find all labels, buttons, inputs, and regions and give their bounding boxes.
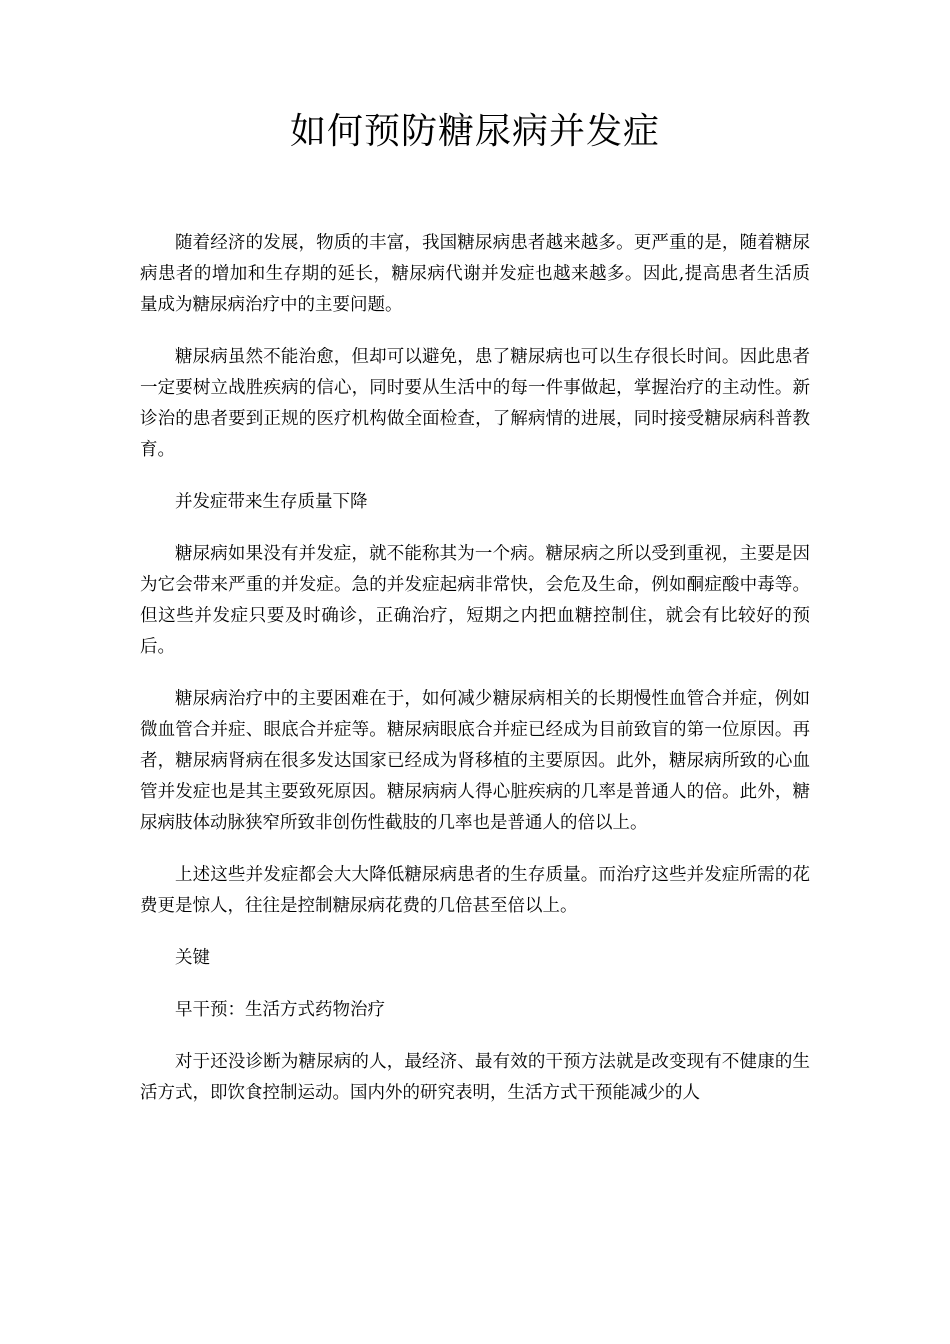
paragraph-lifestyle: 对于还没诊断为糖尿病的人，最经济、最有效的干预方法就是改变现有不健康的生活方式，即饮食控制运动。国内外的研究表明，生活方式干预能减少的人	[140, 1052, 810, 1103]
paragraph-complications: 糖尿病如果没有并发症，就不能称其为一个病。糖尿病之所以受到重视，主要是因为它会带来严重的并发症。急的并发症起病非常快，会危及生命，例如酮症酸中毒等。但这些并发症只要及时确诊，正确治疗，短期之内把血糖控制住，就会有比较好的预后。	[140, 544, 810, 657]
paragraph-treatment-confidence: 糖尿病虽然不能治愈，但却可以避免，患了糖尿病也可以生存很长时间。因此患者一定要树立战胜疾病的信心，同时要从生活中的每一件事做起，掌握治疗的主动性。新诊治的患者要到正规的医疗机构做全面检查，了解病情的进展，同时接受糖尿病科普教育。	[140, 347, 810, 460]
document-title: 如何预防糖尿病并发症	[289, 111, 660, 152]
paragraph-chronic-complications: 糖尿病治疗中的主要困难在于，如何减少糖尿病相关的长期慢性血管合并症，例如微血管合并症、眼底合并症等。糖尿病眼底合并症已经成为目前致盲的第一位原因。再者，糖尿病肾病在很多发达国家已经成为肾移植的主要原因。此外，糖尿病所致的心血管并发症也是其主要致死原因。糖尿病病人得心脏疾病的几率是普通人的倍。此外，糖尿病肢体动脉狭窄所致非创伤性截肢的几率也是普通人的倍以上。	[140, 689, 810, 833]
section-heading-key: 关键	[175, 948, 210, 968]
section-heading-early-intervention: 早干预：生活方式药物治疗	[175, 1000, 385, 1020]
section-heading-quality-decline: 并发症带来生存质量下降	[175, 492, 368, 512]
paragraph-intro: 随着经济的发展，物质的丰富，我国糖尿病患者越来越多。更严重的是，随着糖尿病患者的增加和生存期的延长，糖尿病代谢并发症也越来越多。因此,提高患者生活质量成为糖尿病治疗中的主要问题。	[140, 233, 810, 315]
paragraph-costs: 上述这些并发症都会大大降低糖尿病患者的生存质量。而治疗这些并发症所需的花费更是惊人，往往是控制糖尿病花费的几倍甚至倍以上。	[140, 865, 810, 916]
document-body	[140, 228, 810, 1130]
